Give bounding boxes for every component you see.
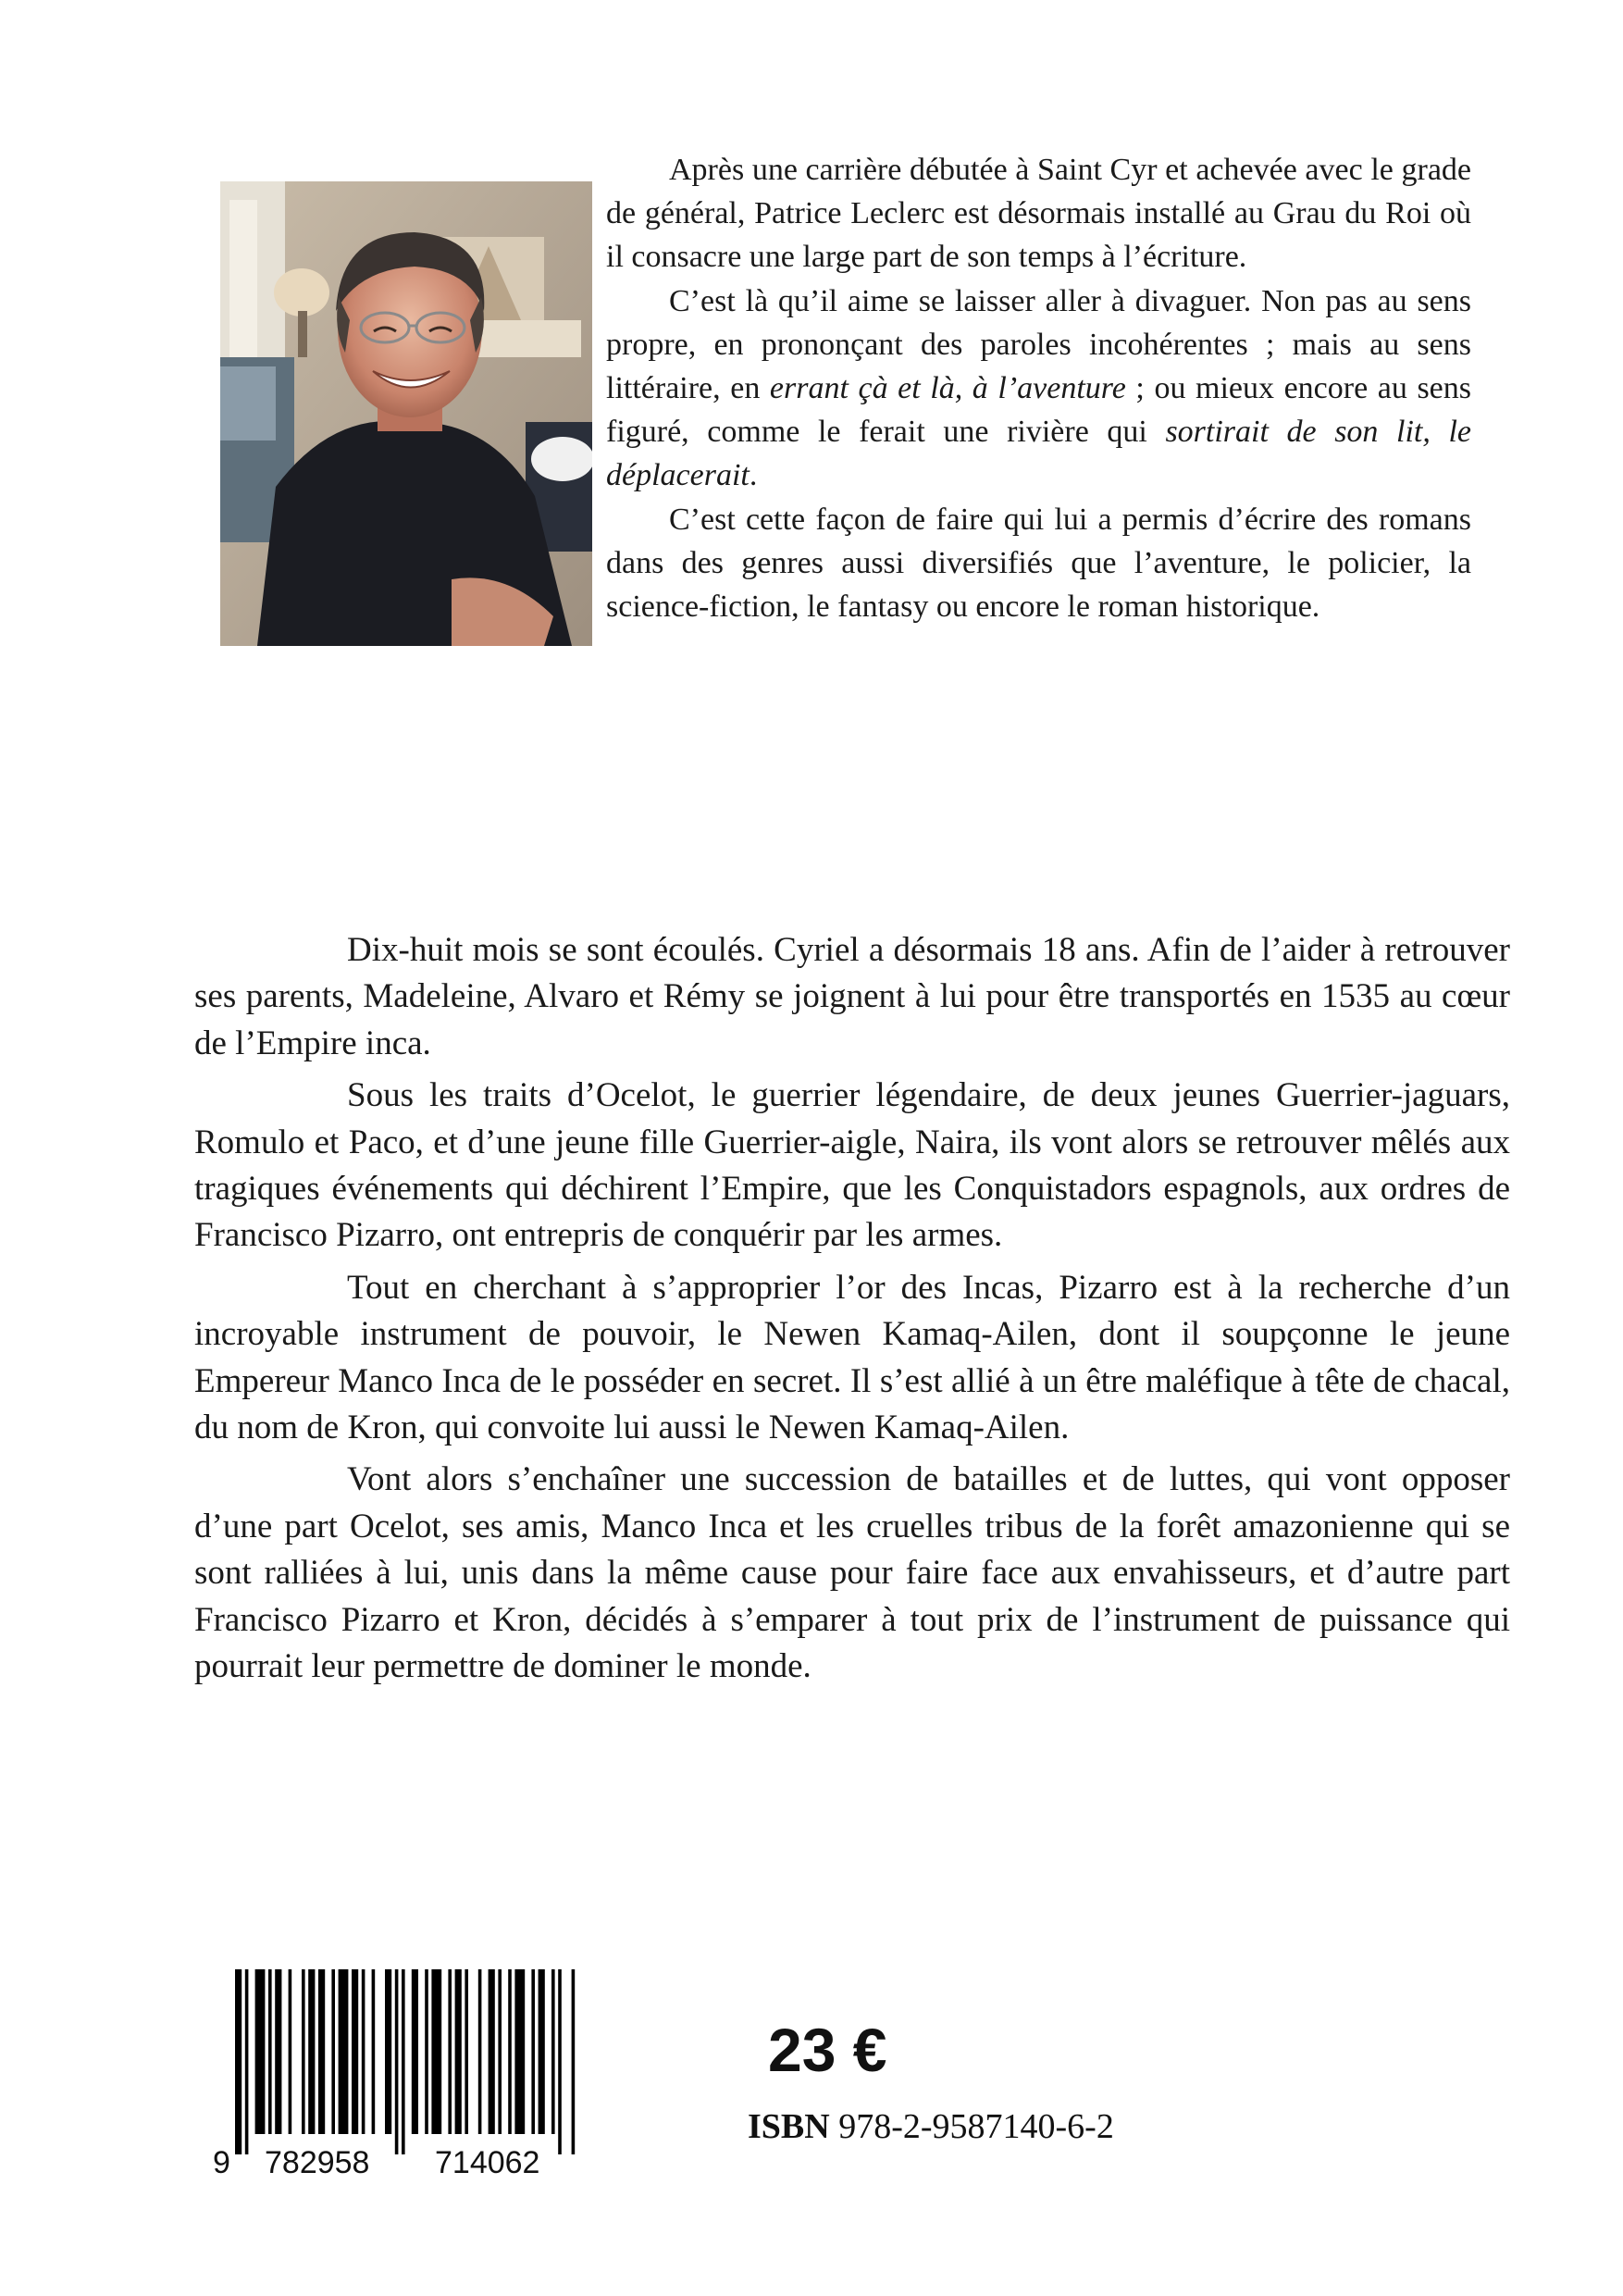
isbn-label: ISBN: [748, 2107, 830, 2146]
barcode-digits-left: 782958: [265, 2145, 370, 2178]
barcode-bar: [412, 1969, 418, 2134]
barcode-bar: [455, 1969, 462, 2134]
barcode-digit-first: 9: [213, 2145, 230, 2178]
barcode-bar: [395, 1969, 399, 2154]
barcode-bar: [385, 1969, 391, 2134]
barcode-bar: [331, 1969, 335, 2134]
barcode-bar: [551, 1969, 555, 2134]
barcode-digits-right: 714062: [435, 2145, 540, 2178]
author-photo: [220, 181, 592, 646]
isbn-line: [748, 2106, 1114, 2147]
barcode-bar: [235, 1969, 242, 2154]
barcode-bar: [275, 1969, 281, 2134]
summary-paragraph-3: Tout en cherchant à s’approprier l’or des Incas, Pizarro est à la recherche d’un incroyable instrument de pouvoir, le Newen Kamaq-Ailen, dont il soupçonne le jeune Empereur Manco Inca de le posséder en secret. Il s’est allié à un être maléfique à tête de chacal, du nom de Kron, qui convoite lui aussi le Newen Kamaq-Ailen.: [194, 1268, 1510, 1447]
bio-p2-text-c: .: [749, 458, 758, 493]
barcode-bar: [318, 1969, 325, 2134]
summary-paragraph-4: Vont alors s’enchaîner une succession de batailles et de luttes, qui vont opposer d’une part Ocelot, ses amis, Manco Inca et les cruelles tribus de la forêt amazonienne qui se sont ralliées à lui, unis dans la même cause pour faire face aux envahisseurs, et d’autre part Francisco Pizarro et Kron, décidés à s’emparer à tout prix de l’instrument de puissance qui pourrait leur permettre de dominer le monde.: [194, 1460, 1510, 1686]
barcode-bar: [558, 1969, 562, 2154]
barcode-bar: [531, 1969, 535, 2134]
bio-p2-text-a: C’est là qu’il aime se laisser aller à divaguer. Non pas au sens propre, en prononçant des paroles incohérentes ; mais au sens littéraire, en: [606, 283, 1471, 406]
barcode-bar: [245, 1969, 249, 2154]
bio-p2-text-b: ; ou mieux encore au sens figuré, comme le ferait une rivière qui: [606, 371, 1471, 450]
barcode-bar: [498, 1969, 502, 2134]
barcode-bar: [508, 1969, 512, 2134]
barcode-bar: [572, 1969, 576, 2154]
barcode-bar: [362, 1969, 365, 2134]
bio-p2-italic-a: errant çà et là, à l’aventure: [769, 371, 1126, 406]
barcode-bar: [302, 1969, 305, 2134]
barcode-bar: [448, 1969, 452, 2134]
isbn-number: 978-2-9587140-6-2: [838, 2107, 1114, 2146]
price-label: 23 €: [768, 2016, 887, 2084]
bio-paragraph-1: Après une carrière débutée à Saint Cyr et achevée avec le grade de général, Patrice Leclerc est désormais installé au Grau du Roi où il consacre une large part de son temps à l’écriture.: [606, 153, 1471, 275]
summary-paragraph-2: Sous les traits d’Ocelot, le guerrier légendaire, de deux jeunes Guerrier-jaguars, Romulo et Paco, et d’une jeune fille Guerrier-aigle, Naira, ils vont alors se retrouver mêlés aux tragiques événements qui déchirent l’Empire, que les Conquistadors espagnols, aux ordres de Francisco Pizarro, ont entrepris de conquérir par les armes.: [194, 1076, 1510, 1255]
barcode-bar: [308, 1969, 315, 2134]
barcode-bar: [465, 1969, 468, 2134]
barcode-bar: [289, 1969, 292, 2134]
barcode-bar: [514, 1969, 525, 2134]
barcode-bar: [352, 1969, 358, 2134]
barcode-bar: [431, 1969, 441, 2134]
author-portrait-icon: [220, 181, 592, 646]
book-summary: [194, 927, 1510, 1696]
bio-paragraph-2: [606, 279, 1471, 498]
summary-paragraph-1: Dix-huit mois se sont écoulés. Cyriel a désormais 18 ans. Afin de l’aider à retrouver ses parents, Madeleine, Alvaro et Rémy se joignent à lui pour être transportés en 1535 au cœur de l’Empire inca.: [194, 931, 1510, 1062]
barcode-bar: [268, 1969, 272, 2134]
barcode-bar: [425, 1969, 428, 2134]
bio-paragraph-3: C’est cette façon de faire qui lui a permis d’écrire des romans dans des genres aussi diversifiés que l’aventure, le policier, la science-fiction, le fantasy ou encore le roman historique.: [606, 502, 1471, 625]
barcode-bar: [255, 1969, 266, 2134]
barcode-bar: [489, 1969, 495, 2134]
barcode-bar: [339, 1969, 349, 2134]
bio-p2-italic-b: sortirait de son lit, le déplacerait: [606, 415, 1471, 493]
isbn-barcode: [205, 1969, 603, 2178]
barcode-bar: [539, 1969, 545, 2134]
barcode-icon: [205, 1969, 603, 2178]
author-bio: [606, 148, 1471, 628]
barcode-bar: [402, 1969, 405, 2154]
barcode-bar: [372, 1969, 376, 2134]
barcode-bar: [478, 1969, 482, 2134]
